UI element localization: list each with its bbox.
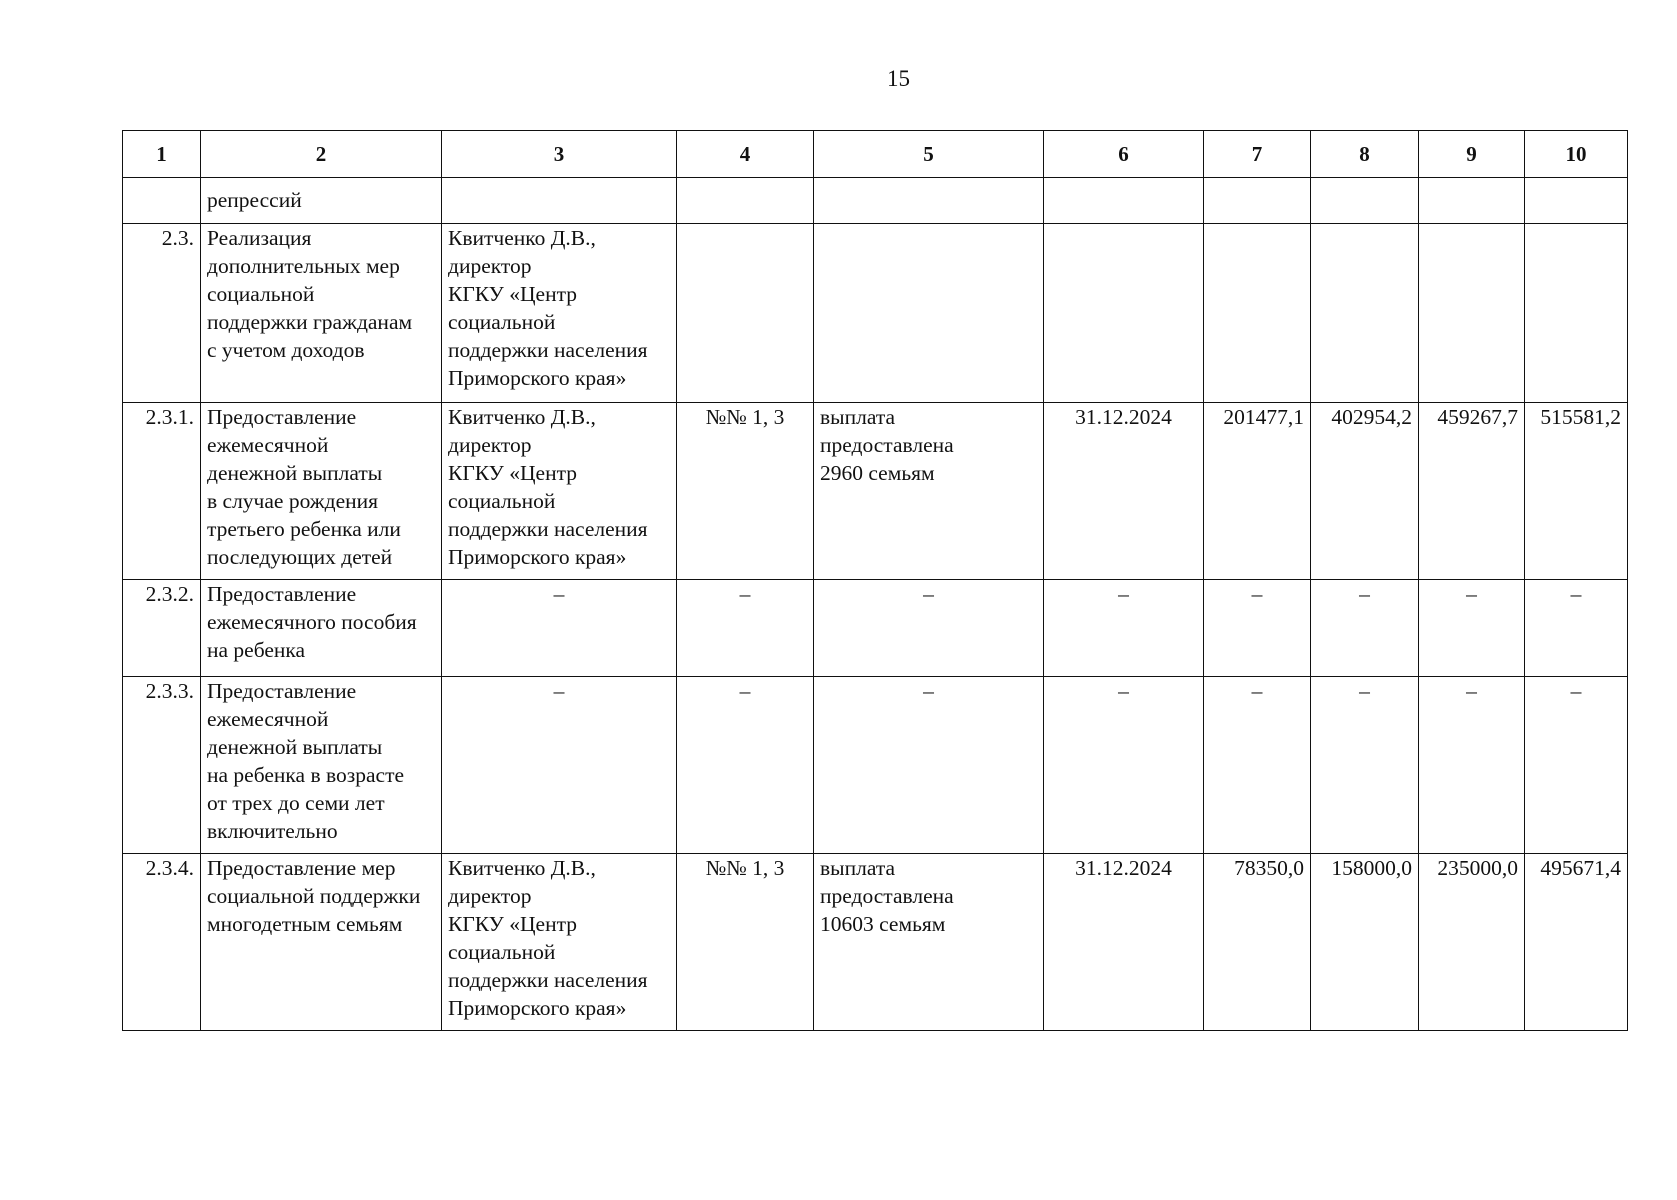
program-table [122,130,1628,1031]
table-row [123,403,1628,580]
item-responsible: Квитченко Д.В., директор КГКУ «Центр социальной поддержки населения Приморского края» [442,854,677,1031]
item-value-10: 515581,2 [1525,403,1628,580]
item-value-10: 495671,4 [1525,854,1628,1031]
item-number: 2.3.3. [123,677,201,854]
item-value-8: – [1311,580,1419,677]
item-number: 2.3.4. [123,854,201,1031]
item-value-9 [1419,178,1525,224]
column-header: 1 [123,131,201,178]
column-header: 7 [1204,131,1311,178]
item-deadline: – [1044,677,1204,854]
item-value-8: – [1311,677,1419,854]
table-row [123,224,1628,403]
item-deadline [1044,224,1204,403]
item-result [814,178,1044,224]
item-value-7: 201477,1 [1204,403,1311,580]
item-value-9: 459267,7 [1419,403,1525,580]
item-number: 2.3.1. [123,403,201,580]
item-deadline [1044,178,1204,224]
column-header: 9 [1419,131,1525,178]
column-header: 5 [814,131,1044,178]
item-name: Предоставление мер социальной поддержки многодетным семьям [201,854,442,1031]
item-value-8 [1311,224,1419,403]
table-row [123,854,1628,1031]
item-deadline: 31.12.2024 [1044,854,1204,1031]
item-result [814,224,1044,403]
item-indicator: №№ 1, 3 [677,403,814,580]
item-result: – [814,580,1044,677]
item-value-8: 402954,2 [1311,403,1419,580]
column-header: 3 [442,131,677,178]
item-name: Реализация дополнительных мер социальной поддержки гражданам с учетом доходов [201,224,442,403]
item-value-9: 235000,0 [1419,854,1525,1031]
item-value-8 [1311,178,1419,224]
item-indicator: – [677,677,814,854]
item-name: Предоставление ежемесячной денежной выплаты на ребенка в возрасте от трех до семи лет включительно [201,677,442,854]
item-deadline: – [1044,580,1204,677]
item-value-10 [1525,224,1628,403]
item-responsible [442,178,677,224]
item-value-9: – [1419,580,1525,677]
item-value-8: 158000,0 [1311,854,1419,1031]
item-name: репрессий [201,178,442,224]
column-header: 4 [677,131,814,178]
item-value-9 [1419,224,1525,403]
item-responsible: Квитченко Д.В., директор КГКУ «Центр социальной поддержки населения Приморского края» [442,403,677,580]
item-responsible: – [442,580,677,677]
item-deadline: 31.12.2024 [1044,403,1204,580]
item-responsible: – [442,677,677,854]
item-result: выплата предоставлена 2960 семьям [814,403,1044,580]
item-number [123,178,201,224]
item-result: выплата предоставлена 10603 семьям [814,854,1044,1031]
column-header: 10 [1525,131,1628,178]
item-value-10: – [1525,677,1628,854]
item-indicator: – [677,580,814,677]
column-header: 2 [201,131,442,178]
item-number: 2.3. [123,224,201,403]
item-indicator [677,178,814,224]
item-result: – [814,677,1044,854]
item-value-7: – [1204,580,1311,677]
item-indicator [677,224,814,403]
column-header: 6 [1044,131,1204,178]
table-row [123,178,1628,224]
item-value-7 [1204,178,1311,224]
item-value-10: – [1525,580,1628,677]
column-number-header-row [123,131,1628,178]
item-value-9: – [1419,677,1525,854]
item-name: Предоставление ежемесячной денежной выплаты в случае рождения третьего ребенка или последующих детей [201,403,442,580]
item-value-10 [1525,178,1628,224]
item-name: Предоставление ежемесячного пособия на ребенка [201,580,442,677]
item-number: 2.3.2. [123,580,201,677]
page-number: 15 [887,66,910,91]
item-value-7: 78350,0 [1204,854,1311,1031]
column-header: 8 [1311,131,1419,178]
item-indicator: №№ 1, 3 [677,854,814,1031]
item-value-7: – [1204,677,1311,854]
table-row [123,580,1628,677]
item-value-7 [1204,224,1311,403]
table-row [123,677,1628,854]
item-responsible: Квитченко Д.В., директор КГКУ «Центр социальной поддержки населения Приморского края» [442,224,677,403]
